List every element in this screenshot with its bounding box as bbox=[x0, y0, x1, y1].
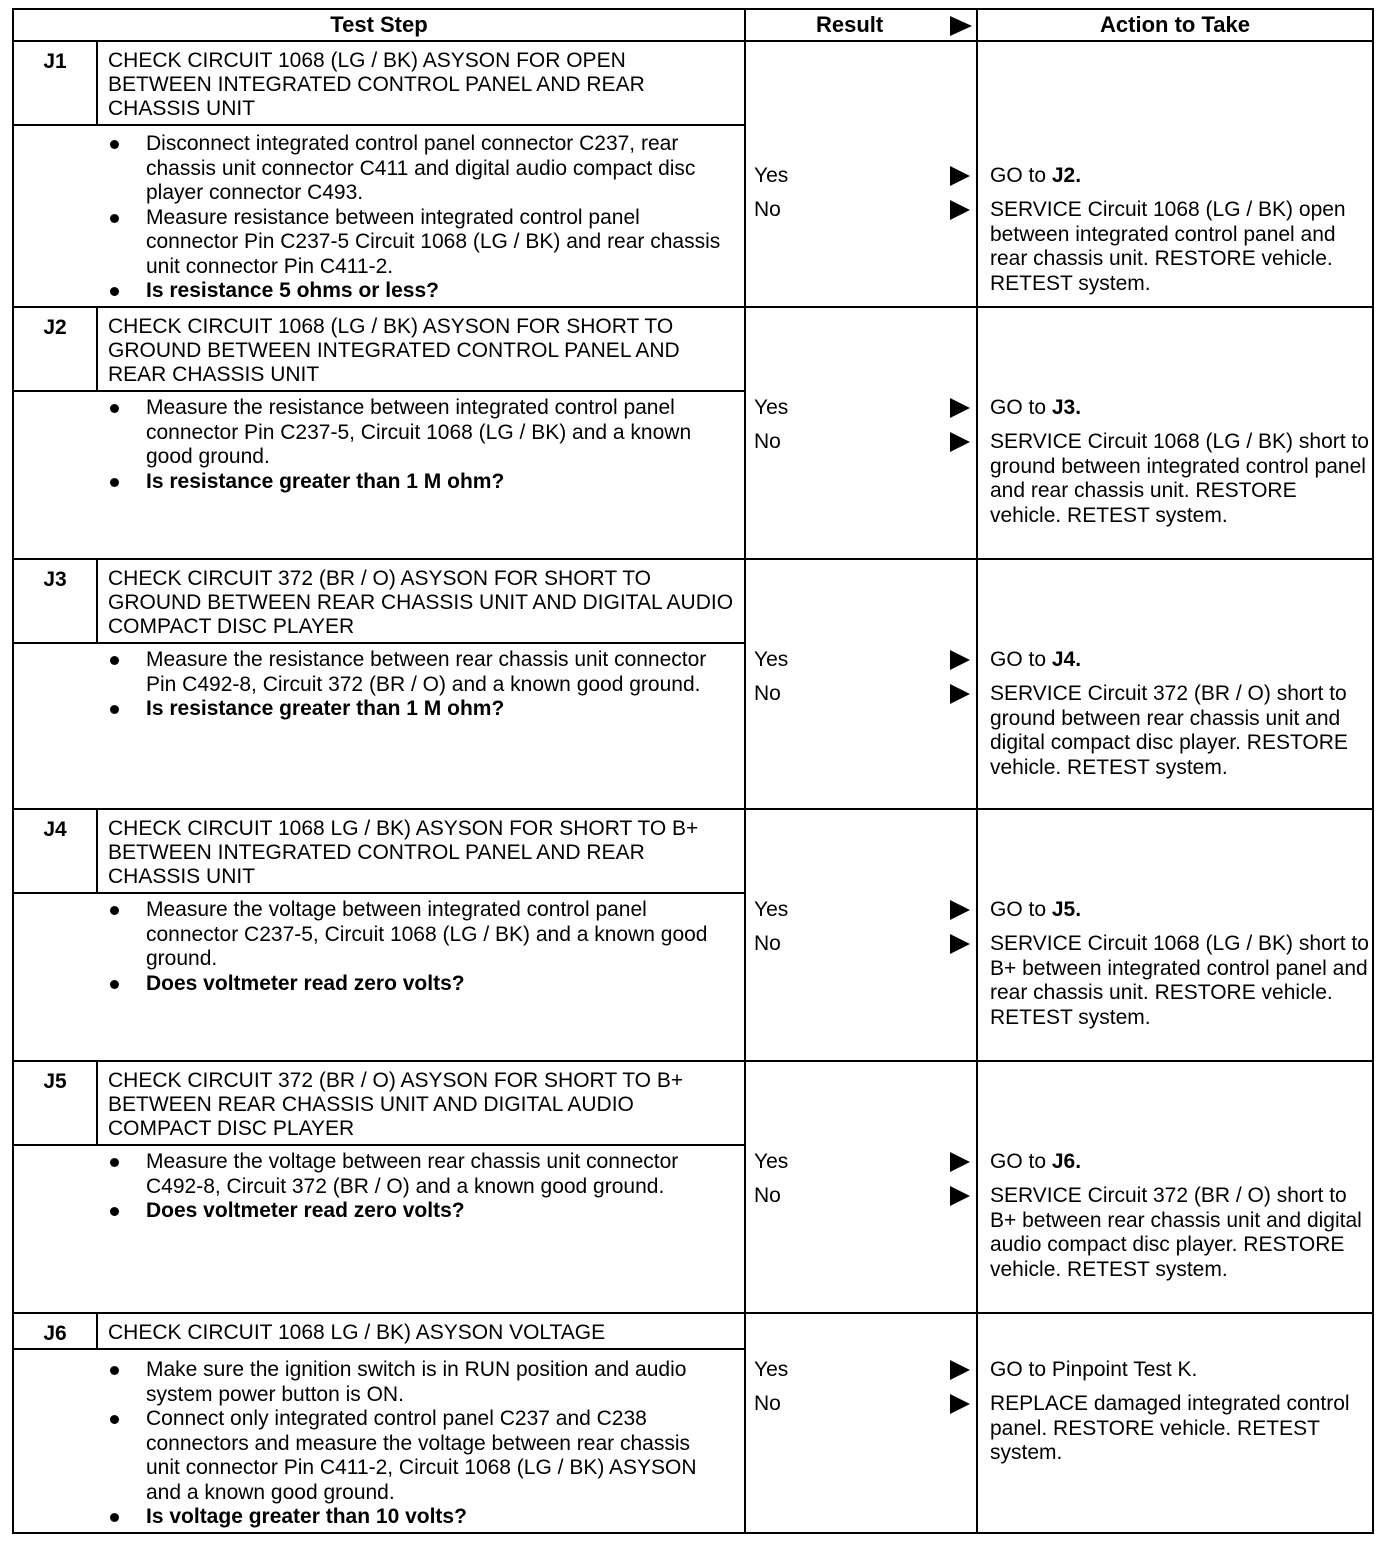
action-yes bbox=[990, 898, 1370, 923]
instruction-item: Measure the voltage between rear chassis unit connector C492-8, Circuit 372 (BR / O) and a known good ground. bbox=[106, 1150, 726, 1199]
action-yes-step: J3. bbox=[1051, 396, 1082, 419]
action-yes-step: J6. bbox=[1051, 1150, 1082, 1173]
arrow-right-icon bbox=[950, 166, 970, 186]
result-yes: Yes bbox=[754, 396, 789, 419]
result-yes: Yes bbox=[754, 164, 789, 187]
step-title: CHECK CIRCUIT 372 (BR / O) ASYSON FOR SHORT TO B+ BETWEEN REAR CHASSIS UNIT AND DIGITAL AUDIO COMPACT DISC PLAYER bbox=[96, 1060, 746, 1146]
test-step-j6 bbox=[12, 1312, 1374, 1534]
step-id: J6 bbox=[12, 1312, 98, 1350]
action-yes bbox=[990, 164, 1370, 189]
step-title: CHECK CIRCUIT 1068 (LG / BK) ASYSON FOR OPEN BETWEEN INTEGRATED CONTROL PANEL AND REAR CHASSIS UNIT bbox=[96, 40, 746, 126]
action-yes-text: GO to bbox=[990, 898, 1052, 921]
arrow-right-icon bbox=[950, 900, 970, 920]
action-yes-step: J5. bbox=[1051, 898, 1082, 921]
header-result bbox=[744, 8, 978, 42]
instruction-item: Connect only integrated control panel C237 and C238 connectors and measure the voltage between rear chassis unit connector Pin C411-2, Circuit 1068 (LG / BK) ASYSON and a known good ground. bbox=[106, 1407, 726, 1505]
test-step-j5 bbox=[12, 1060, 1374, 1314]
step-id: J4 bbox=[12, 808, 98, 894]
step-title: CHECK CIRCUIT 1068 (LG / BK) ASYSON FOR SHORT TO GROUND BETWEEN INTEGRATED CONTROL PANEL AND REAR CHASSIS UNIT bbox=[96, 306, 746, 392]
arrow-right-icon bbox=[950, 650, 970, 670]
result-yes: Yes bbox=[754, 648, 789, 671]
instruction-item: Disconnect integrated control panel connector C237, rear chassis unit connector C411 and digital audio compact disc player connector C493. bbox=[106, 132, 726, 206]
arrow-right-icon bbox=[950, 16, 972, 36]
action-yes-step: J2. bbox=[1051, 164, 1082, 187]
step-instructions bbox=[106, 648, 726, 722]
header-action-to-take: Action to Take bbox=[976, 8, 1374, 42]
action-yes bbox=[990, 648, 1370, 673]
step-instructions bbox=[106, 1150, 726, 1224]
arrow-right-icon bbox=[950, 934, 970, 954]
arrow-right-icon bbox=[950, 684, 970, 704]
instruction-item: Measure the resistance between rear chassis unit connector Pin C492-8, Circuit 372 (BR / O) and a known good ground. bbox=[106, 648, 726, 697]
action-no: SERVICE Circuit 1068 (LG / BK) short to B+ between integrated control panel and rear chassis unit. RESTORE vehicle. RETEST system. bbox=[990, 932, 1369, 1029]
step-id: J3 bbox=[12, 558, 98, 644]
result-no: No bbox=[754, 1184, 781, 1207]
action-no: SERVICE Circuit 372 (BR / O) short to B+ between rear chassis unit and digital audio compact disc player. RESTORE vehicle. RETEST system. bbox=[990, 1184, 1362, 1281]
action-yes-text: GO to bbox=[990, 1150, 1052, 1173]
action-no: SERVICE Circuit 1068 (LG / BK) short to ground between integrated control panel and rear chassis unit. RESTORE vehicle. RETEST system. bbox=[990, 430, 1369, 527]
action-no: SERVICE Circuit 1068 (LG / BK) open between integrated control panel and rear chassis unit. RESTORE vehicle. RETEST system. bbox=[990, 198, 1346, 295]
arrow-right-icon bbox=[950, 432, 970, 452]
result-no: No bbox=[754, 1392, 781, 1415]
step-title: CHECK CIRCUIT 1068 LG / BK) ASYSON VOLTAGE bbox=[96, 1312, 746, 1350]
result-no: No bbox=[754, 682, 781, 705]
step-title: CHECK CIRCUIT 372 (BR / O) ASYSON FOR SHORT TO GROUND BETWEEN REAR CHASSIS UNIT AND DIGITAL AUDIO COMPACT DISC PLAYER bbox=[96, 558, 746, 644]
action-yes bbox=[990, 396, 1370, 421]
step-question: Is resistance 5 ohms or less? bbox=[106, 279, 726, 304]
arrow-right-icon bbox=[950, 200, 970, 220]
action-no: SERVICE Circuit 372 (BR / O) short to ground between rear chassis unit and digital compact disc player. RESTORE vehicle. RETEST system. bbox=[990, 682, 1348, 779]
step-title: CHECK CIRCUIT 1068 LG / BK) ASYSON FOR SHORT TO B+ BETWEEN INTEGRATED CONTROL PANEL AND REAR CHASSIS UNIT bbox=[96, 808, 746, 894]
instruction-item: Make sure the ignition switch is in RUN position and audio system power button is ON. bbox=[106, 1358, 726, 1407]
action-yes bbox=[990, 1358, 1370, 1383]
step-id: J1 bbox=[12, 40, 98, 126]
action-yes-text: GO to bbox=[990, 396, 1052, 419]
test-step-j4 bbox=[12, 808, 1374, 1062]
step-id: J2 bbox=[12, 306, 98, 392]
pinpoint-test-table bbox=[12, 8, 1374, 1536]
step-question: Does voltmeter read zero volts? bbox=[106, 972, 726, 997]
arrow-right-icon bbox=[950, 1186, 970, 1206]
header-test-step: Test Step bbox=[12, 8, 746, 42]
step-instructions bbox=[106, 396, 726, 494]
result-cell bbox=[744, 1312, 978, 1534]
step-question: Is resistance greater than 1 M ohm? bbox=[106, 470, 726, 495]
arrow-right-icon bbox=[950, 1152, 970, 1172]
step-instructions bbox=[106, 898, 726, 996]
instruction-item: Measure the resistance between integrated control panel connector Pin C237-5, Circuit 1068 (LG / BK) and a known good ground. bbox=[106, 396, 726, 470]
step-question: Is voltage greater than 10 volts? bbox=[106, 1505, 726, 1530]
result-yes: Yes bbox=[754, 898, 789, 921]
result-no: No bbox=[754, 198, 781, 221]
test-step-j2 bbox=[12, 306, 1374, 560]
step-instructions bbox=[106, 132, 726, 304]
step-instructions bbox=[106, 1358, 726, 1530]
result-no: No bbox=[754, 932, 781, 955]
instruction-item: Measure the voltage between integrated control panel connector C237-5, Circuit 1068 (LG / BK) and a known good ground. bbox=[106, 898, 726, 972]
step-question: Is resistance greater than 1 M ohm? bbox=[106, 697, 726, 722]
step-question: Does voltmeter read zero volts? bbox=[106, 1199, 726, 1224]
result-yes: Yes bbox=[754, 1358, 789, 1381]
instruction-item: Measure resistance between integrated control panel connector Pin C237-5 Circuit 1068 (LG / BK) and rear chassis unit connector Pin C411-2. bbox=[106, 206, 726, 280]
arrow-right-icon bbox=[950, 1394, 970, 1414]
action-yes bbox=[990, 1150, 1370, 1175]
action-yes-step: J4. bbox=[1051, 648, 1082, 671]
test-step-j3 bbox=[12, 558, 1374, 810]
result-no: No bbox=[754, 430, 781, 453]
result-yes: Yes bbox=[754, 1150, 789, 1173]
step-id: J5 bbox=[12, 1060, 98, 1146]
action-yes-text: GO to bbox=[990, 648, 1052, 671]
arrow-right-icon bbox=[950, 398, 970, 418]
arrow-right-icon bbox=[950, 1360, 970, 1380]
test-step-j1 bbox=[12, 40, 1374, 308]
action-yes-text: GO to bbox=[990, 164, 1052, 187]
action-yes-text: GO to Pinpoint Test K. bbox=[990, 1358, 1198, 1381]
action-no: REPLACE damaged integrated control panel. RESTORE vehicle. RETEST system. bbox=[990, 1392, 1350, 1464]
header-result-label: Result bbox=[816, 12, 884, 37]
